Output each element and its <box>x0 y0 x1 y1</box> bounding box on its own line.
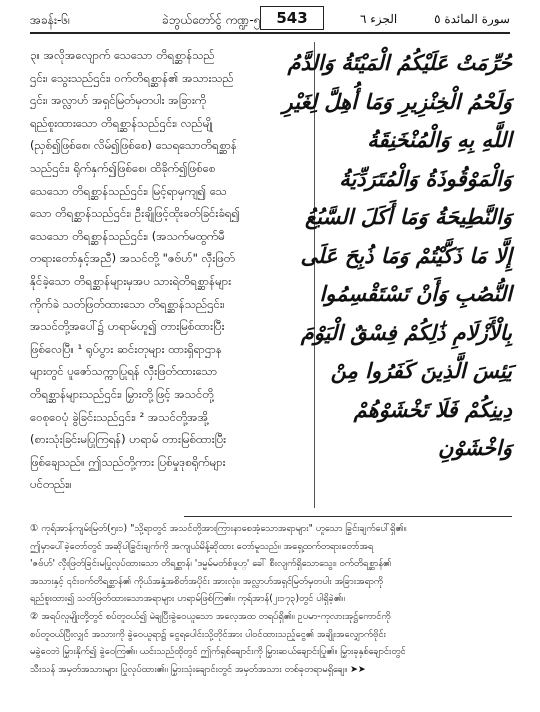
chapter-label: အခန်း-၆၊ <box>30 13 71 27</box>
arabic-line: بِالْأَزْلَامِ ذَٰلِكُمْ فِسْقٌ الْيَوْمَ <box>300 319 512 345</box>
translation-line: ဖြစ်လေပြီ။ ¹ ရုပ်ပွား ဆင်းတုများ ထားရှိရာဌာန <box>30 341 222 356</box>
section-label: ခဲဘွယ်တော်ငွ် ကဏ္ဍ-၅ <box>162 13 261 27</box>
footnote-line: မခွဲဝေဘဲ မြှားနိုက်၍ ခွဲဝေကြ၏။ ယင်းသည်ထိုတွင် ဤက်ရှစ်ချောင်းကို မြှားဆယ်ချောင်းပြု၏။ မြှားခုနှစ်ချောင်းတွင် <box>30 646 406 658</box>
translation-line: ဌင်း၊ အလ္လာဟ် အရှင်မြတ်မှတပါး အခြားကို <box>30 93 207 108</box>
footnote-line: အသားနှင့် ၎င်းဝက်တိရစ္ဆာန်၏ ကိုယ်အနှံ့အစိတ်အပိုင်း အားလုံး၊ အလ္လာဟ်အရှင်မြတ်မှတပါး အခြားအရာကို <box>30 575 383 587</box>
footnote-line: ဤမှာပေါ်ခဲ့တော်တွင် အဆိုပါခြွင်းချက်ကို အကျယ်မိန့်ဆိုထား တော်မူသည်။ အရှေ့ထက်တရားတော်အရ <box>30 540 374 552</box>
footnote-divider <box>184 516 512 517</box>
arabic-line: النُّصُبِ وَأَنْ تَسْتَقْسِمُوا <box>319 281 512 306</box>
arabic-line: وَاخْشَوْنِ <box>438 435 512 460</box>
footnote-line: သီးသန် အမှတ်အသားများ ပြုလုပ်ထား၏။ မြှားသုံးချောင်းတွင် အမှတ်အသား တစ်ခုတရာမရှိချေ။ ➤➤ <box>30 663 366 675</box>
translation-line: သည်ဌင်း၊ ရိုက်နှက်၍ဖြစ်စေ၊ ထိခိုက်၍ဖြစ်စေ <box>30 160 216 175</box>
footnote-line: ② အရပ်လူမျိုးတို့တွင် စပ်တူဝယ်၍ မဲချပြီးခွဲဝေယူသော အလေ့အထ တရပ်ရှိ၏။ ဥပမာ-ကုလားအုဋ္ဌ်ကောင်ကို <box>30 610 391 622</box>
translation-line: တရားတော်နှင့်အညီ) အသင်တို့ "ဇဗ်ဟ်" လှီးဖြတ် <box>30 251 235 266</box>
arabic-line: إِلَّا مَا ذَكَّيْتُمْ وَمَا ذُبِحَ عَلَى <box>300 242 512 268</box>
footnote-line: ရည်စူးထား၍ သတ်ဖြတ်ထားသောအရာများ ဟရာမ်ဖြစ်ကြ၏။ ကုရ်အာန်(၂း၁၇၃)တွင် ပါရှိခဲ့၏။ <box>30 593 345 605</box>
translation-line: တိရစ္ဆာန်များသည်ဌင်း၊ မြှားတို့ဖြင့် အသင်တို့ <box>30 386 214 401</box>
arabic-line: وَالنَّطِيحَةُ وَمَا أَكَلَ السَّبُعُ <box>304 204 512 229</box>
translation-line: များတွင် ပူဇော်သက္ကာပြုရန် လှီးဖြတ်ထားသော <box>30 364 218 379</box>
translation-line: အသင်တို့အပေါ်၌ ဟရာမ်ဟူ၍ တားမြစ်ထားပြီး <box>30 319 225 334</box>
juz-label: الجزء ٦ <box>360 12 398 26</box>
arabic-line: يَئِسَ الَّذِينَ كَفَرُوا مِنْ <box>330 358 512 383</box>
translation-line: ၃။ အလိုအလျောက် သေသော တိရစ္ဆာန်သည် <box>30 48 215 62</box>
footnote-line: စပ်တူဝယ်ပြီးလျှင် အသားကို ခွဲဝေယူရာ၌ ငွေရပေါင်းသို့တိုင်အား ပါဝင်ထားသည့်ငွေ၏ အချိုးအလျှောက်ဗိုင်း <box>30 628 386 640</box>
arabic-line: حُرِّمَتْ عَلَيْكُمُ الْمَيْتَةُ وَالدَّمُ <box>287 50 512 75</box>
arabic-line: دِينِكُمْ فَلَا تَخْشَوْهُمْ <box>353 396 512 422</box>
arabic-line: وَالْمَوْقُوذَةُ وَالْمُتَرَدِّيَةُ <box>339 165 512 191</box>
arabic-line: اللَّهِ بِهِ وَالْمُنْخَنِقَةُ <box>367 127 512 152</box>
translation-line: သော တိရစ္ဆာန်သည်ဌင်း၊ ဦးချိုဖြင့်ထိုးခတ်ခြင်းခံရ၍ <box>30 206 241 221</box>
translation-line: သေသော တိရစ္ဆာန်သည်ဌင်း၊ မြင့်ရာမှကျ၍ သေ <box>30 183 227 198</box>
translation-line: ဝေစုဝေပုံ ခွဲခြင်းသည်ဌင်း၊ ² အသင်တို့အအို့ <box>30 409 209 424</box>
translation-line: သေသော တိရစ္ဆာန်သည်ဌင်း၊ (အသက်မထွက်မီ <box>30 228 225 243</box>
page-header <box>30 6 510 34</box>
footnote-line: ① ကုရ်အာန်ကျမ်းမြတ်(၅း၁) "သို့ရာတွင် အသင်တို့အားကြားနာစေအံ့သောအရာများ" ဟူသော ခြွင်းချက်ပေါ်ရှိ၏။ <box>30 523 407 534</box>
footnotes <box>30 520 512 678</box>
translation-line: ဌင်း၊ သွေးသည်ဌင်း၊ ဝက်တိရစ္ဆာန်၏ အသားသည် <box>30 70 234 85</box>
page-number: 543 <box>260 6 324 30</box>
translation-line: ပင်တည်း။ <box>30 477 72 492</box>
arabic-column <box>282 44 512 468</box>
translation-line: ကိုက်ခဲ သတ်ဖြတ်ထားသော တိရစ္ဆာန်သည်ဌင်း၊ <box>30 296 225 311</box>
translation-line: (စားသုံးခြင်းမပြုကြရန်) ဟရာမ် တားမြစ်ထားပြီး <box>30 432 227 447</box>
translation-line: (ညှစ်၍ဖြစ်စေ၊ လိမ်၍ဖြစ်စေ) သေရသောတိရစ္ဆာန် <box>30 138 237 153</box>
arabic-line: وَلَحْمُ الْخِنْزِيرِ وَمَا أُهِلَّ لِغَيْرِ <box>282 88 512 114</box>
footnote-line: 'ဇဗ်ဟ်' လှီးဖြတ်ခြင်းမပြုလုပ်ထားသော တိရစ္ဆာန်၊ 'ဒမ္မမ်မတ်စ်ဖူဟ္' ခေါ် စီးလျက်ရှိသောသွေး၊ ဝက်တိရစ္ဆာန်၏ <box>30 558 392 570</box>
surah-label: سورة المائدة ٥ <box>434 12 510 26</box>
translation-line: ရည်စူးထားသော တိရစ္ဆာန်သည်ဌင်း၊ လည်မျို <box>30 115 213 130</box>
translation-line: ဖြစ်ချေသည်။ ဤသည်တို့ကား ပြစ်မှုဒုစရိုက်များ <box>30 454 226 469</box>
translation-line: နိုင်ခဲ့သော တိရစ္ဆာန်များမှအပ သားရဲတိရစ္ဆာန်များ <box>30 273 232 288</box>
translation-column <box>30 44 306 496</box>
